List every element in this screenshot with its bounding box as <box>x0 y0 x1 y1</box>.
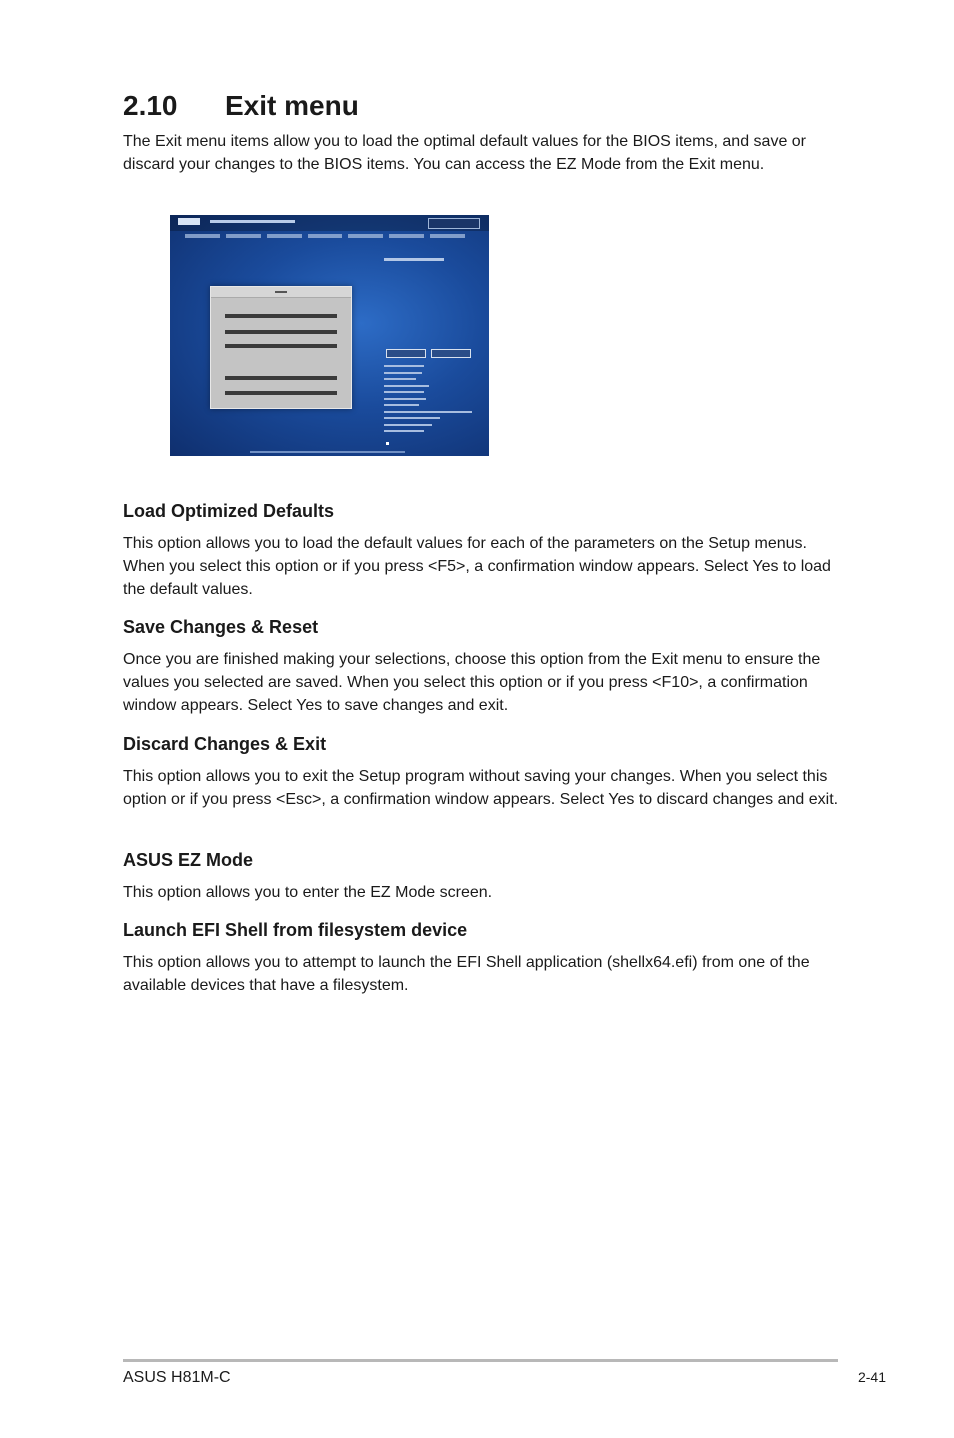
section-number: 2.10 <box>123 90 178 121</box>
bios-dialog-item <box>225 344 337 348</box>
bios-dialog-item <box>225 376 337 380</box>
bios-tab-bar <box>185 234 465 240</box>
section-heading <box>123 90 359 122</box>
bios-last-modified-button <box>431 349 471 358</box>
bios-dialog-item <box>225 391 337 395</box>
bios-exit-screenshot <box>170 215 489 456</box>
footer-product: ASUS H81M-C <box>123 1369 231 1386</box>
bios-dialog-header <box>211 287 351 298</box>
bios-hotkey-list <box>384 365 476 437</box>
bios-exit-button <box>428 218 480 229</box>
footer-divider <box>123 1359 838 1362</box>
subsection-heading: Save Changes & Reset <box>123 617 319 637</box>
bios-quick-note-button <box>386 349 426 358</box>
subsection-body: This option allows you to enter the EZ Mode screen. <box>123 884 493 901</box>
section-intro: The Exit menu items allow you to load the optimal default values for the BIOS items, and save or discard your changes to the BIOS items. You can access the EZ Mode from the Exit menu. <box>123 133 807 173</box>
bios-help-title-blur <box>384 258 444 261</box>
subsection-heading: ASUS EZ Mode <box>123 850 254 870</box>
footer-page-number: 2-41 <box>857 1369 886 1385</box>
subsection-body: This option allows you to load the default values for each of the parameters on the Setup menus. When you select this option or if you press <F5>, a confirmation window appears. Select Yes to load the default values. <box>123 535 831 598</box>
bios-dialog-item <box>225 330 337 334</box>
subsection-heading: Discard Changes & Exit <box>123 734 327 754</box>
bios-dialog-item <box>225 314 337 318</box>
subsection-body: This option allows you to exit the Setup program without saving your changes. When you select this option or if you press <Esc>, a confirmation window appears. Select Yes to discard changes and exit. <box>123 768 839 808</box>
subsection-body: Once you are finished making your selections, choose this option from the Exit menu to ensure the values you selected are saved. When you select this option or if you press <F10>, a confirmation window appears. Select Yes to save changes and exit. <box>123 651 821 714</box>
subsection-heading: Launch EFI Shell from filesystem device <box>123 920 468 940</box>
section-title: Exit menu <box>225 90 359 121</box>
asus-logo-icon <box>178 218 200 225</box>
subsection-heading: Load Optimized Defaults <box>123 501 335 521</box>
bios-cursor-icon <box>386 442 389 445</box>
bios-title-text-blur <box>210 220 295 223</box>
bios-exit-dialog <box>210 286 352 409</box>
subsection-body: This option allows you to attempt to launch the EFI Shell application (shellx64.efi) from one of the available devices that have a filesystem. <box>123 954 810 994</box>
bios-version-footer-blur <box>250 451 405 453</box>
